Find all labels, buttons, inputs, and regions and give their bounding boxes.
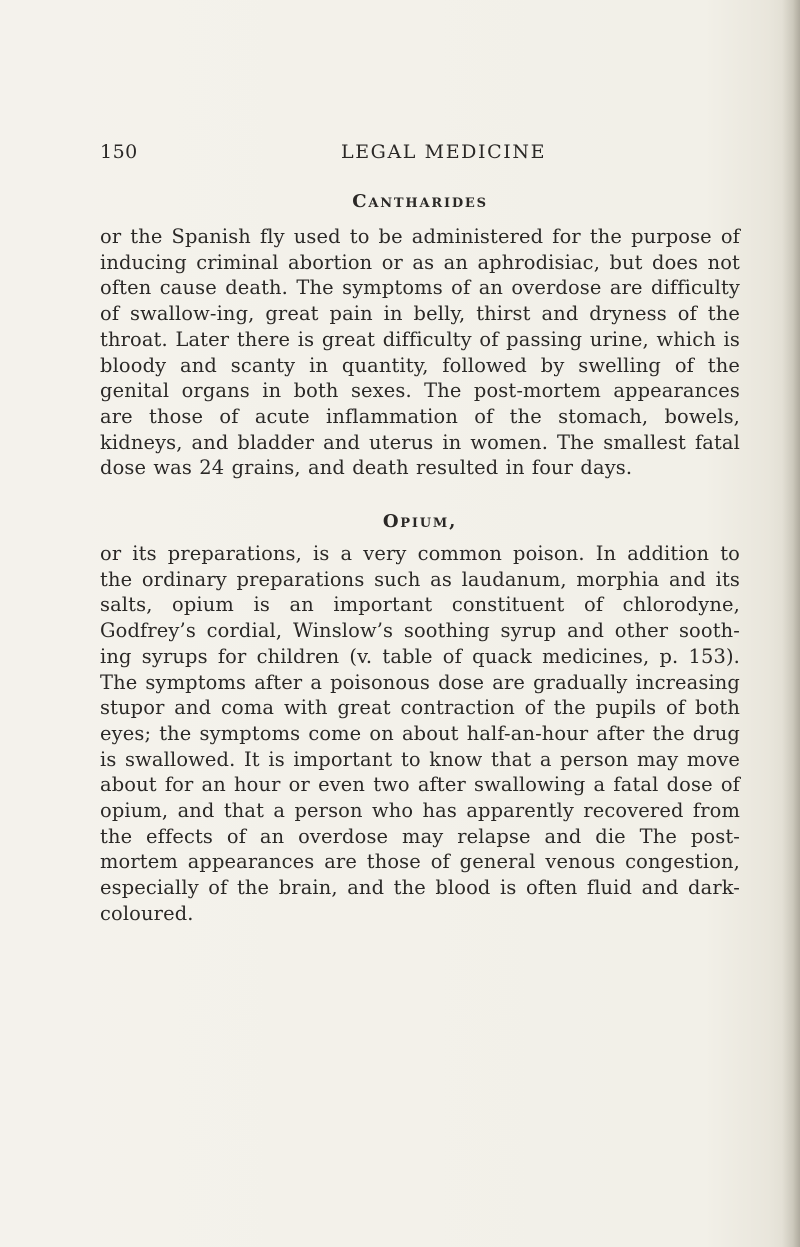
section-title-opium: Opium, xyxy=(382,511,458,533)
paragraph-opium: or its preparations, is a very common poison. In addition to the ordinary preparations such as laudanum, morphia and its salts, opium is an important constituent of chlorodyne, Godfrey’s cordial, Winslow’s soothing syrup and other sooth-ing syrups for children (v. table of quack medicines, p. 153). The symptoms after a poisonous dose are gradually increasing stupor and coma with great contraction of the pupils of both eyes; the symptoms come on about half-an-hour after the drug is swallowed. It is important to know that a person may move about for an hour or even two after swallowing a fatal dose of opium, and that a person who has apparently recovered from the effects of an overdose may relapse and die The post-mortem appearances are those of general venous congestion, especially of the brain, and the blood is often fluid and dark-coloured. xyxy=(100,542,740,925)
page-body xyxy=(100,180,740,927)
paragraph-cantharides: or the Spanish fly used to be administered for the purpose of inducing criminal abortion or as an aphrodisiac, but does not often cause death. The symptoms of an overdose are difficulty of swallow-ing, great pain in belly, thirst and dryness of the throat. Later there is great difficulty of passing urine, which is bloody and scanty in quantity, followed by swelling of the genital organs in both sexes. The post-mortem appearances are those of acute inflammation of the stomach, bowels, kidneys, and bladder and uterus in women. The smallest fatal dose was 24 grains, and death resulted in four days. xyxy=(100,225,740,480)
section-title-cantharides: Cantharides xyxy=(352,191,488,212)
page-header xyxy=(100,141,740,169)
page-number: 150 xyxy=(100,141,138,163)
page-edge-shadow xyxy=(782,0,800,1247)
running-head: LEGAL MEDICINE xyxy=(341,141,547,163)
